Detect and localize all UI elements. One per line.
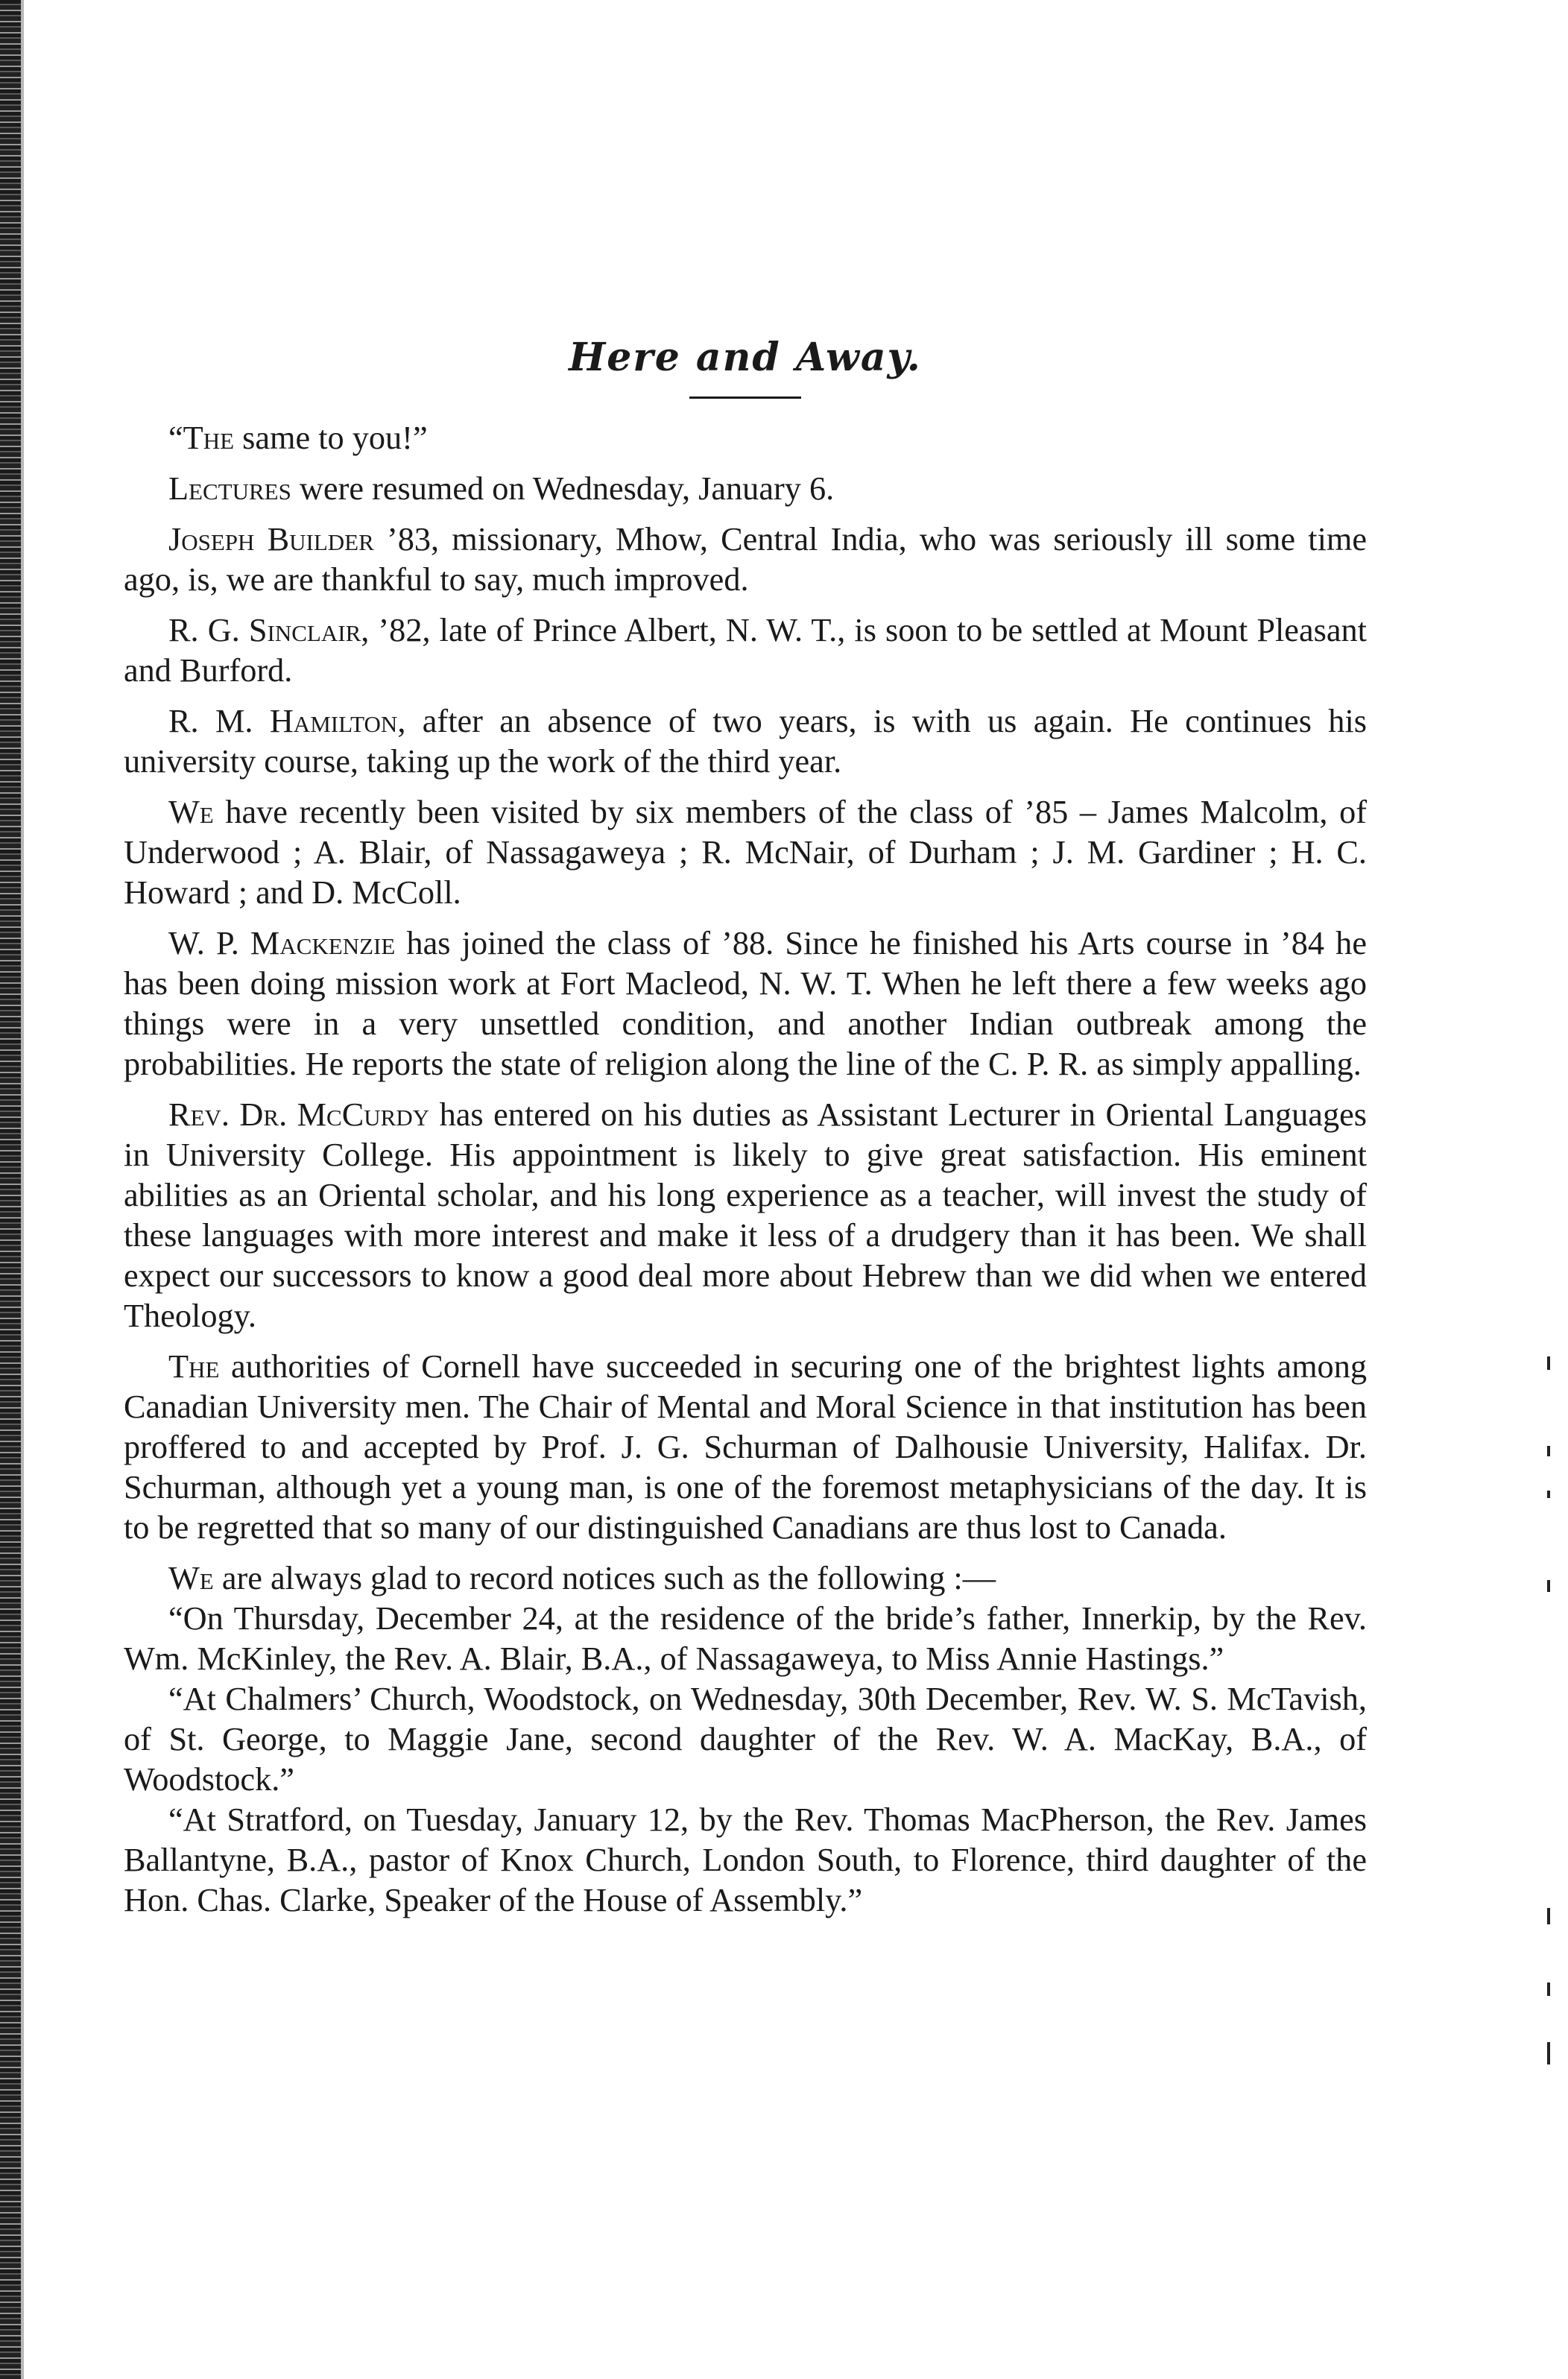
page-content [124,335,1367,1921]
paragraph-lead: Rev. Dr. McCurdy [168,1096,430,1133]
paragraph [124,469,1367,509]
paragraph [124,923,1367,1084]
margin-specks [1546,1342,1552,2310]
paragraph-text: after an absence of two years, is with us again. He continues his university course, taking up the work of the third year. [124,703,1368,780]
paragraph-lead: We [168,794,214,830]
paragraph [124,610,1367,691]
paragraph [124,519,1367,600]
paragraph [124,1095,1367,1336]
paragraph-text: have recently been visited by six members of the class of ’85 – James Malcolm, of Underwood ; A. Blair, of Nassagaweya ; R. McNair, of Durham ; J. M. Gardiner ; H. C. Howard ; and D. McColl. [124,794,1367,911]
paragraph-lead: R. G. Sinclair, [168,612,370,648]
scan-binding-shadow [21,0,24,2379]
speck [1547,1580,1550,1592]
speck [1547,2042,1550,2064]
paragraph-lead: Lectures [168,470,291,507]
paragraph [124,1558,1367,1599]
notice-item [124,1599,1367,1679]
speck [1547,1491,1550,1498]
paragraph [124,418,1367,458]
paragraph [124,1347,1367,1548]
paragraph-text: same to you!” [234,420,428,456]
notice-text: “At Chalmers’ Church, Woodstock, on Wednesday, 30th December, Rev. W. S. McTavish, of St. George, to Maggie Jane, second daughter of the Rev. W. A. MacKay, B.A., of Woodstock.” [124,1681,1367,1798]
speck [1547,1356,1550,1370]
scan-binding-edge [0,0,21,2379]
paragraph-lead: “The [168,420,235,456]
speck [1547,1982,1550,1996]
notice-text: “On Thursday, December 24, at the residence of the bride’s father, Innerkip, by the Rev. Wm. McKinley, the Rev. A. Blair, B.A., of Nassagaweya, to Miss Annie Hastings.” [124,1600,1367,1677]
notice-text: “At Stratford, on Tuesday, January 12, by the Rev. Thomas MacPherson, the Rev. James Ballantyne, B.A., pastor of Knox Church, London South, to Florence, third daughter of the Hon. Chas. Clarke, Speaker of the House of Assembly.” [124,1801,1367,1918]
paragraph-text: ’83, missionary, Mhow, Central India, who was seriously ill some time ago, is, we are thankful to say, much improved. [124,521,1367,598]
paragraph-lead: Joseph Builder [168,521,374,557]
speck [1547,1446,1550,1456]
paragraph-text: were resumed on Wednesday, January 6. [291,470,835,507]
paragraph [124,792,1367,913]
paragraph-text: has entered on his duties as Assistant Lecturer in Oriental Languages in University College. His appointment is likely to give great satisfaction. His eminent abilities as an Oriental scholar, and his long experience as a teacher, will invest the study of these languages with more interest and make it less of a drudgery than it has been. We shall expect our successors to know a good deal more about Hebrew than we did when we entered Theology. [124,1096,1368,1334]
paragraph-text: has joined the class of ’88. Since he finished his Arts course in ’84 he has been doing mission work at Fort Macleod, N. W. T. When he left there a few weeks ago things were in a very unsettled condition, and another Indian outbreak among the probabilities. He reports the state of religion along the line of the C. P. R. as simply appalling. [124,925,1367,1082]
paragraph-lead: The [168,1348,220,1385]
paragraph-lead: W. P. Mackenzie [168,925,396,961]
speck [1547,1908,1550,1924]
paragraph-lead: We [168,1560,214,1596]
paragraph-text: are always glad to record notices such as the following :— [213,1560,996,1596]
notice-item [124,1679,1367,1800]
paragraph [124,701,1367,782]
page-title: Here and Away. [569,335,922,380]
notice-item [124,1800,1367,1921]
title-rule [689,396,801,399]
paragraph-text: authorities of Cornell have succeeded in securing one of the brightest lights among Canadian University men. The Chair of Mental and Moral Science in that institution has been proffered to and accepted by Prof. J. G. Schurman of Dalhousie University, Halifax. Dr. Schurman, although yet a young man, is one of the foremost metaphysicians of the day. It is to be regretted that so many of our distinguished Canadians are thus lost to Canada. [124,1348,1367,1546]
paragraph-text: ’82, late of Prince Albert, N. W. T., is soon to be settled at Mount Pleasant and Burford. [124,612,1367,689]
paragraph-lead: R. M. Hamilton, [168,703,406,739]
